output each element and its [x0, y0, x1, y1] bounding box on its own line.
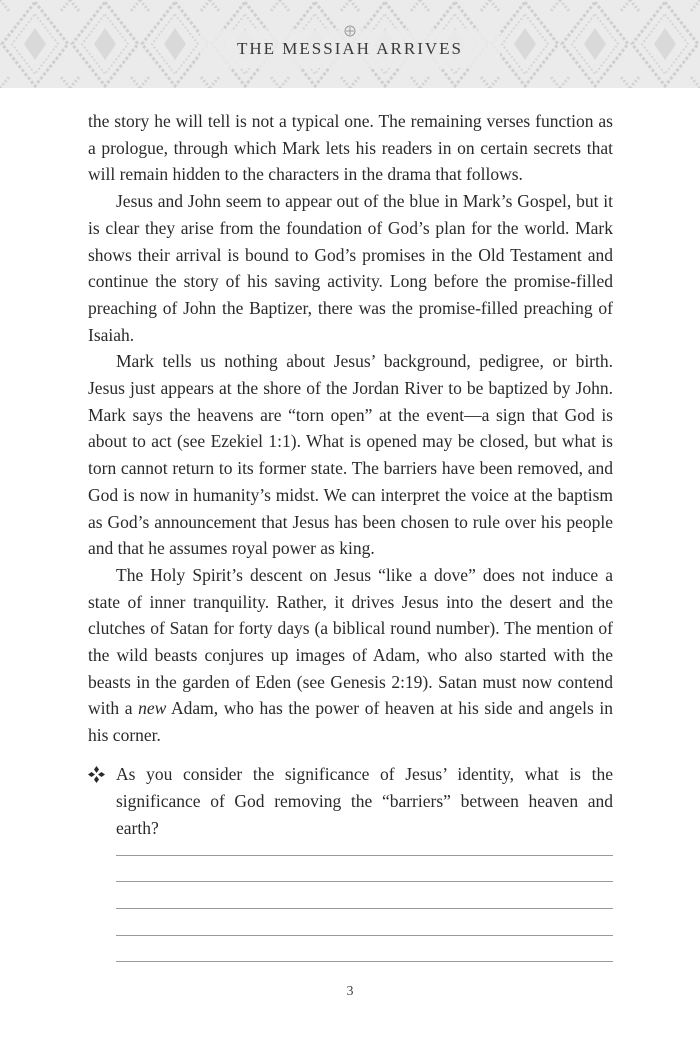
answer-line — [116, 882, 613, 909]
page-header — [0, 0, 700, 88]
answer-line — [116, 936, 613, 963]
answer-line — [116, 829, 613, 856]
answer-line — [116, 856, 613, 883]
emphasis-new: new — [138, 698, 167, 719]
question-text: As you consider the significance of Jesus’ identity, what is the significance of God removing the “barriers” between heaven and earth? — [116, 764, 613, 838]
body-paragraph: the story he will tell is not a typical one. The remaining verses function as a prologue, through which Mark lets his readers in on certain secrets that will remain hidden to the characters in the drama that follows. — [88, 111, 613, 185]
running-header-title: THE MESSIAH ARRIVES — [237, 39, 463, 58]
page-number: 3 — [346, 984, 354, 999]
body-paragraph: The Holy Spirit’s descent on Jesus “like a dove” does not induce a state of inner tranquility. Rather, it drives Jesus into the desert and the clutches of Satan for forty days (a biblical round number). The mention of the wild beasts conjures up images of Adam, who also started with the beasts in the garden of Eden (see Genesis 2:19). Satan must now contend with a new Adam, who has the power of heaven at his side and angels in his corner. — [88, 564, 613, 746]
body-paragraph: Mark tells us nothing about Jesus’ background, pedigree, or birth. Jesus just appears at the shore of the Jordan River to be baptized by John. Mark says the heavens are “torn open” at the event—a sign that God is about to act (see Ezekiel 1:1). What is opened may be closed, but what is torn cannot return to its former state. The barriers have been removed, and God is now in humanity’s midst. We can interpret the voice at the baptism as God’s announcement that Jesus has been chosen to rule over his people and that he assumes royal power as king. — [88, 351, 613, 559]
answer-lines — [116, 829, 613, 962]
fleur-ornament-icon — [341, 24, 359, 38]
body-text — [88, 108, 613, 749]
four-diamond-bullet-icon — [88, 766, 105, 783]
body-paragraph: Jesus and John seem to appear out of the blue in Mark’s Gospel, but it is clear they arise from the foundation of God’s plan for the world. Mark shows their arrival is bound to God’s promises in the Old Testament and continue the story of his saving activity. Long before the promise-filled preaching of John the Baptizer, there was the promise-filled preaching of Isaiah. — [88, 191, 613, 345]
answer-line — [116, 909, 613, 936]
